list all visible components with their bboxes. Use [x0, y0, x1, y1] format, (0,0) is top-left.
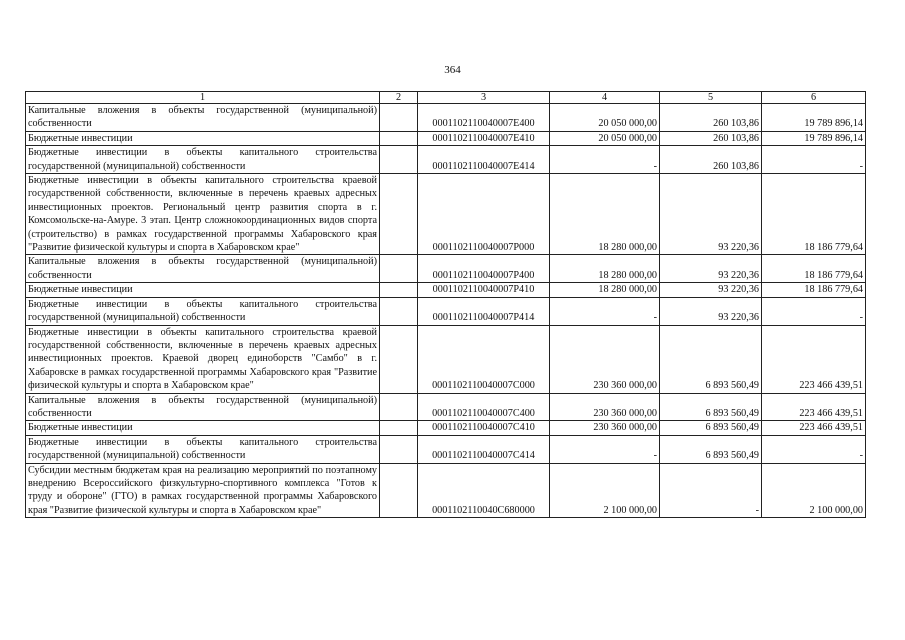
row-col6-cell: 18 186 779,64 — [762, 174, 866, 255]
row-code-cell: 0001102110040007С400 — [418, 393, 550, 421]
row-col5-cell: - — [660, 463, 762, 518]
table-header-row — [26, 92, 866, 104]
row-col2-cell — [380, 104, 418, 132]
row-name-cell: Бюджетные инвестиции в объекты капитального строительства государственной (муниципальной) собственности — [26, 146, 380, 174]
row-col4-cell: - — [550, 146, 660, 174]
row-col2-cell — [380, 131, 418, 145]
row-col5-cell: 6 893 560,49 — [660, 325, 762, 393]
row-name-cell: Бюджетные инвестиции в объекты капитального строительства государственной (муниципальной) собственности — [26, 435, 380, 463]
column-header: 4 — [550, 92, 660, 104]
row-code-cell: 0001102110040007Р400 — [418, 255, 550, 283]
row-col4-cell: 230 360 000,00 — [550, 325, 660, 393]
row-name-cell: Бюджетные инвестиции — [26, 421, 380, 435]
row-name-cell: Капитальные вложения в объекты государственной (муниципальной) собственности — [26, 393, 380, 421]
table-row — [26, 463, 866, 518]
row-col6-cell: - — [762, 297, 866, 325]
table-row — [26, 325, 866, 393]
row-col6-cell: 223 466 439,51 — [762, 393, 866, 421]
table-row — [26, 421, 866, 435]
row-col2-cell — [380, 325, 418, 393]
row-code-cell: 0001102110040007С414 — [418, 435, 550, 463]
row-col4-cell: 18 280 000,00 — [550, 255, 660, 283]
row-col4-cell: 230 360 000,00 — [550, 393, 660, 421]
row-col6-cell: 19 789 896,14 — [762, 131, 866, 145]
row-col5-cell: 6 893 560,49 — [660, 393, 762, 421]
row-name-cell: Бюджетные инвестиции — [26, 283, 380, 297]
row-col6-cell: 2 100 000,00 — [762, 463, 866, 518]
column-header: 2 — [380, 92, 418, 104]
row-col4-cell: 20 050 000,00 — [550, 104, 660, 132]
row-col6-cell: 19 789 896,14 — [762, 104, 866, 132]
row-col6-cell: - — [762, 146, 866, 174]
table-row — [26, 297, 866, 325]
row-col6-cell: 223 466 439,51 — [762, 421, 866, 435]
row-col5-cell: 260 103,86 — [660, 104, 762, 132]
row-name-cell: Бюджетные инвестиции в объекты капитального строительства краевой государственной собственности, включенные в перечень краевых адресных инвестиционных проектов. Краевой дворец единоборств "Самбо" в г. Хабаровске в рамках государственной программы Хабаровского края "Развитие физической культуры и спорта в Хабаровском крае" — [26, 325, 380, 393]
row-col5-cell: 93 220,36 — [660, 283, 762, 297]
row-code-cell: 0001102110040007С410 — [418, 421, 550, 435]
row-name-cell: Капитальные вложения в объекты государственной (муниципальной) собственности — [26, 255, 380, 283]
row-col4-cell: 18 280 000,00 — [550, 174, 660, 255]
row-col4-cell: 18 280 000,00 — [550, 283, 660, 297]
table-row — [26, 435, 866, 463]
budget-table — [25, 91, 866, 518]
row-col6-cell: 18 186 779,64 — [762, 255, 866, 283]
row-col4-cell: 20 050 000,00 — [550, 131, 660, 145]
column-header: 1 — [26, 92, 380, 104]
row-col2-cell — [380, 174, 418, 255]
row-col5-cell: 260 103,86 — [660, 146, 762, 174]
row-code-cell: 0001102110040007Р410 — [418, 283, 550, 297]
row-name-cell: Капитальные вложения в объекты государственной (муниципальной) собственности — [26, 104, 380, 132]
row-col4-cell: 2 100 000,00 — [550, 463, 660, 518]
row-col2-cell — [380, 421, 418, 435]
row-col6-cell: 18 186 779,64 — [762, 283, 866, 297]
row-col5-cell: 6 893 560,49 — [660, 435, 762, 463]
table-row — [26, 174, 866, 255]
row-col6-cell: 223 466 439,51 — [762, 325, 866, 393]
row-name-cell: Бюджетные инвестиции в объекты капитального строительства государственной (муниципальной) собственности — [26, 297, 380, 325]
row-col5-cell: 93 220,36 — [660, 255, 762, 283]
table-row — [26, 393, 866, 421]
row-name-cell: Бюджетные инвестиции — [26, 131, 380, 145]
table-row — [26, 283, 866, 297]
row-col5-cell: 93 220,36 — [660, 297, 762, 325]
row-col2-cell — [380, 463, 418, 518]
row-col2-cell — [380, 435, 418, 463]
row-code-cell: 0001102110040007Е410 — [418, 131, 550, 145]
row-col4-cell: - — [550, 435, 660, 463]
column-header: 5 — [660, 92, 762, 104]
row-col2-cell — [380, 283, 418, 297]
table-row — [26, 146, 866, 174]
row-col5-cell: 6 893 560,49 — [660, 421, 762, 435]
row-col2-cell — [380, 297, 418, 325]
row-col4-cell: - — [550, 297, 660, 325]
column-header: 6 — [762, 92, 866, 104]
row-code-cell: 0001102110040007Р414 — [418, 297, 550, 325]
row-code-cell: 0001102110040007Е414 — [418, 146, 550, 174]
row-code-cell: 0001102110040007Р000 — [418, 174, 550, 255]
row-col5-cell: 260 103,86 — [660, 131, 762, 145]
row-col2-cell — [380, 255, 418, 283]
row-col5-cell: 93 220,36 — [660, 174, 762, 255]
row-name-cell: Субсидии местным бюджетам края на реализацию мероприятий по поэтапному внедрению Всероссийского физкультурно-спортивного комплекса "Готов к труду и обороне" (ГТО) в рамках государственной программы Хабаровского края "Развитие физической культуры и спорта в Хабаровском крае" — [26, 463, 380, 518]
row-col6-cell: - — [762, 435, 866, 463]
page-number: 364 — [444, 64, 461, 76]
row-col4-cell: 230 360 000,00 — [550, 421, 660, 435]
row-name-cell: Бюджетные инвестиции в объекты капитального строительства краевой государственной собственности, включенные в перечень краевых адресных инвестиционных проектов. Региональный центр развития спорта в г. Комсомольске-на-Амуре. 3 этап. Центр сложнокоординационных видов спорта (строительство) в рамках государственной программы Хабаровского края "Развитие физической культуры и спорта в Хабаровском крае" — [26, 174, 380, 255]
row-code-cell: 0001102110040007С000 — [418, 325, 550, 393]
table-row — [26, 131, 866, 145]
row-col2-cell — [380, 146, 418, 174]
row-code-cell: 0001102110040С680000 — [418, 463, 550, 518]
row-code-cell: 0001102110040007Е400 — [418, 104, 550, 132]
row-col2-cell — [380, 393, 418, 421]
table-row — [26, 104, 866, 132]
table-row — [26, 255, 866, 283]
column-header: 3 — [418, 92, 550, 104]
